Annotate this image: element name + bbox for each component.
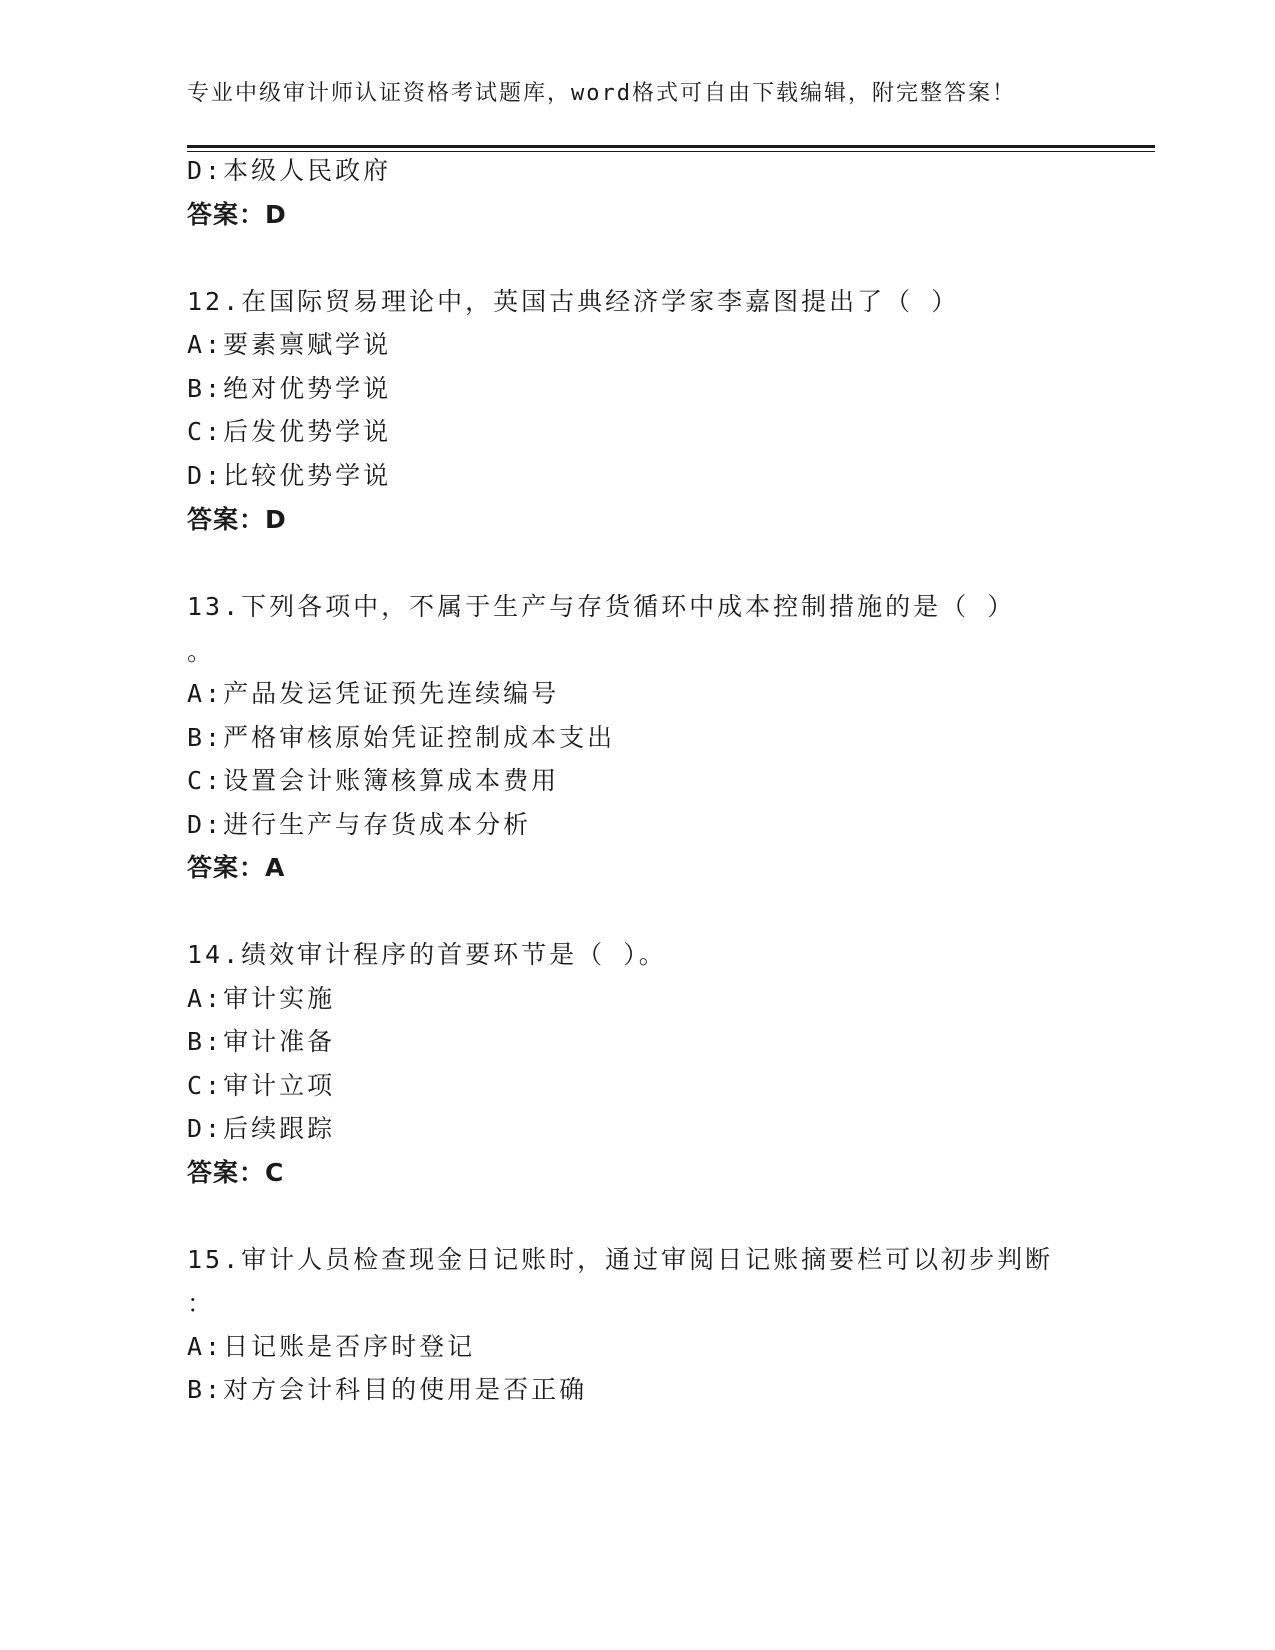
option-b: B:绝对优势学说: [187, 374, 392, 403]
option-a: A:要素禀赋学说: [187, 330, 392, 359]
header-rule-thick: [187, 145, 1155, 148]
option-d: D:本级人民政府: [187, 156, 392, 185]
option-b: B:审计准备: [187, 1027, 336, 1056]
answer: 答案：C: [187, 1158, 285, 1187]
question-stem: 13.下列各项中，不属于生产与存货循环中成本控制措施的是（ ）: [187, 592, 1016, 621]
option-a: A:审计实施: [187, 984, 336, 1013]
option-c: C:设置会计账簿核算成本费用: [187, 766, 560, 795]
option-c: C:后发优势学说: [187, 417, 392, 446]
option-c: C:审计立项: [187, 1071, 336, 1100]
page-header: 专业中级审计师认证资格考试题库，word格式可自由下载编辑，附完整答案！: [187, 81, 1016, 106]
question-stem-continuation: 。: [187, 637, 216, 666]
answer: 答案：D: [187, 505, 287, 534]
option-d: D:比较优势学说: [187, 461, 392, 490]
option-a: A:产品发运凭证预先连续编号: [187, 679, 560, 708]
option-b: B:对方会计科目的使用是否正确: [187, 1375, 588, 1404]
option-b: B:严格审核原始凭证控制成本支出: [187, 723, 616, 752]
question-stem: 12.在国际贸易理论中，英国古典经济学家李嘉图提出了（ ）: [187, 287, 960, 316]
answer: 答案：A: [187, 853, 286, 882]
answer: 答案：D: [187, 200, 287, 229]
option-d: D:进行生产与存货成本分析: [187, 810, 532, 839]
option-a: A:日记账是否序时登记: [187, 1332, 476, 1361]
question-stem: 14.绩效审计程序的首要环节是（ ）。: [187, 940, 667, 969]
option-d: D:后续跟踪: [187, 1114, 336, 1143]
header-rule-thin: [187, 151, 1155, 152]
question-stem: 15.审计人员检查现金日记账时，通过审阅日记账摘要栏可以初步判断: [187, 1245, 1054, 1274]
question-stem-continuation: ：: [187, 1289, 216, 1318]
